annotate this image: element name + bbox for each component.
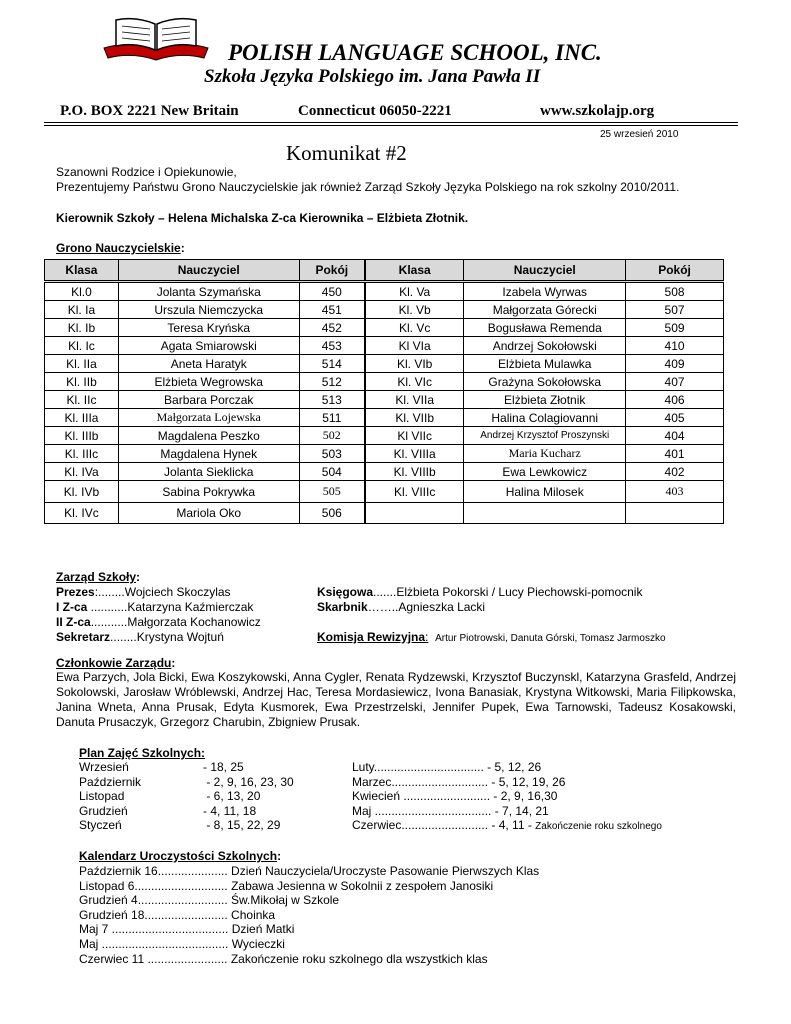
teacher-cell: Mariola Oko: [118, 503, 299, 524]
teacher-cell: Jolanta Szymańska: [118, 282, 299, 301]
page-title: Komunikat #2: [286, 141, 407, 165]
room-cell: 514: [299, 355, 365, 373]
list-item: Maj 7 ................................... Dzień Matki: [79, 922, 295, 937]
class-cell: Kl. Vb: [365, 301, 464, 319]
teacher-cell: Maria Kucharz: [464, 445, 626, 463]
room-cell: 405: [626, 409, 724, 427]
teacher-cell: Aneta Haratyk: [118, 355, 299, 373]
class-cell: Kl. VIIb: [365, 409, 464, 427]
class-cell: Kl. IIIb: [45, 427, 119, 445]
class-cell: Kl. IVb: [45, 481, 119, 503]
teacher-cell: Urszula Niemczycka: [118, 301, 299, 319]
teacher-cell: Halina Milosek: [464, 481, 626, 503]
table-row: [45, 373, 724, 391]
class-cell: Kl. IIa: [45, 355, 119, 373]
audit-committee: Komisja Rewizyjna: Artur Piotrowski, Danuta Górski, Tomasz Jarmoszko: [317, 630, 666, 644]
table-row: [45, 337, 724, 355]
list-item: Listopad 6............................ Zabawa Jesienna w Sokolnii z zespołem Janosiki: [79, 878, 494, 893]
teacher-cell: Agata Smiarowski: [118, 337, 299, 355]
schedule-row: Grudzień - 4, 11, 18: [79, 803, 257, 818]
schedule-right: [352, 760, 662, 835]
class-cell: [365, 503, 464, 524]
schedule-row: Listopad - 6, 13, 20: [79, 789, 261, 804]
board-member: I Z-ca ...........Katarzyna Kaźmierczak: [56, 600, 254, 614]
room-cell: 505: [299, 481, 365, 503]
table-row: [45, 391, 724, 409]
calendar-list: [79, 864, 539, 966]
greeting: Szanowni Rodzice i Opiekunowie,: [56, 165, 237, 179]
room-cell: 450: [299, 282, 365, 301]
teacher-cell: Teresa Kryńska: [118, 319, 299, 337]
class-cell: Kl. IIb: [45, 373, 119, 391]
room-cell: 403: [626, 481, 724, 503]
class-cell: Kl.0: [45, 282, 119, 301]
class-cell: Kl. VIb: [365, 355, 464, 373]
table-row: [45, 427, 724, 445]
class-cell: Kl. VIIa: [365, 391, 464, 409]
room-cell: 507: [626, 301, 724, 319]
teacher-cell: Małgorzata Lojewska: [118, 409, 299, 427]
teacher-cell: Grażyna Sokołowska: [464, 373, 626, 391]
list-item: Grudzień 18......................... Choinka: [79, 907, 276, 922]
teacher-cell: Andrzej Krzysztof Proszynski: [464, 427, 626, 445]
teacher-cell: Halina Colagiovanni: [464, 409, 626, 427]
column-header: Nauczyciel: [464, 260, 626, 282]
teacher-cell: Małgorzata Górecki: [464, 301, 626, 319]
room-cell: 410: [626, 337, 724, 355]
schedule-row: Czerwiec.......................... - 4, 11 - Zakończenie roku szkolnego: [352, 818, 662, 833]
room-cell: 503: [299, 445, 365, 463]
schedule-row: Wrzesień - 18, 25: [79, 760, 244, 774]
class-cell: Kl. IIIa: [45, 409, 119, 427]
teacher-cell: Jolanta Sieklicka: [118, 463, 299, 481]
teacher-cell: [464, 503, 626, 524]
table-row: [45, 409, 724, 427]
room-cell: [626, 503, 724, 524]
calendar-heading: Kalendarz Uroczystości Szkolnych:: [79, 849, 282, 863]
teacher-cell: Sabina Pokrywka: [118, 481, 299, 503]
schedule-row: Październik - 2, 9, 16, 23, 30: [79, 774, 294, 789]
class-cell: Kl. Vc: [365, 319, 464, 337]
table-row: [45, 503, 724, 524]
board-member: II Z-ca...........Małgorzata Kochanowicz: [56, 615, 261, 629]
room-cell: 512: [299, 373, 365, 391]
table-row: [45, 463, 724, 481]
teacher-cell: Barbara Porczak: [118, 391, 299, 409]
class-cell: Kl. Ib: [45, 319, 119, 337]
leadership: Kierownik Szkoły – Helena Michalska Z-ca Kierownika – Elżbieta Złotnik.: [56, 211, 469, 225]
class-cell: Kl. IIIc: [45, 445, 119, 463]
column-header: Pokój: [299, 260, 365, 282]
address: P.O. BOX 2221 New Britain: [60, 103, 239, 119]
members-list: Ewa Parzych, Jola Bicki, Ewa Koszykowski, Anna Cygler, Renata Rydzewski, Krzysztof Buczynskl, Katarzyna Grasfeld, Andrzej Sokolowski, Jarosław Wróblewski, Andrzej Hac, Teresa Mordasiewicz, Ivona Banasiak, Krystyna Witkowski, Maria Filipkowska, Janina Wneta, Anna Prusak, Edyta Kusmorek, Ewa Przestrzelski, Jennifer Pupek, Ewa Tarnowski, Tadeusz Kosakowski, Danuta Prusaczyk, Grzegorz Charubin, Zbigniew Prusak.: [56, 670, 736, 729]
list-item: Październik 16..................... Dzień Nauczyciela/Uroczyste Pasowanie Pierwszych Klas: [79, 864, 540, 878]
intro-line: Prezentujemy Państwu Grono Nauczycielskie jak również Zarząd Szkoły Języka Polskiego na rok szkolny 2010/2011.: [56, 180, 680, 194]
schedule-row: Kwiecień .......................... - 2, 9, 16,30: [352, 789, 558, 804]
teacher-cell: Elżbieta Mulawka: [464, 355, 626, 373]
schedule-row: Marzec............................. - 5, 12, 19, 26: [352, 774, 566, 789]
schedule-row: Luty................................. - 5, 12, 26: [352, 760, 542, 774]
room-cell: 504: [299, 463, 365, 481]
schedule-left: [79, 760, 294, 833]
room-cell: 409: [626, 355, 724, 373]
column-header: Pokój: [626, 260, 724, 282]
board-member: Skarbnik……..Agnieszka Lacki: [317, 600, 486, 614]
room-cell: 509: [626, 319, 724, 337]
column-header: Klasa: [365, 260, 464, 282]
room-cell: 451: [299, 301, 365, 319]
class-cell: Kl. Ic: [45, 337, 119, 355]
table-row: [45, 445, 724, 463]
teacher-cell: Magdalena Hynek: [118, 445, 299, 463]
room-cell: 513: [299, 391, 365, 409]
room-cell: 502: [299, 427, 365, 445]
class-cell: Kl VIIc: [365, 427, 464, 445]
state-zip: Connecticut 06050-2221: [298, 103, 452, 119]
table-row: [45, 282, 724, 301]
table-row: [45, 481, 724, 503]
table-row: [45, 319, 724, 337]
issue-date: 25 wrzesień 2010: [600, 129, 679, 140]
table-row: [45, 301, 724, 319]
column-header: Nauczyciel: [118, 260, 299, 282]
room-cell: 452: [299, 319, 365, 337]
class-cell: Kl. VIIIc: [365, 481, 464, 503]
room-cell: 453: [299, 337, 365, 355]
class-cell: Kl. Va: [365, 282, 464, 301]
board-member: Sekretarz........Krystyna Wojtuń: [56, 630, 224, 644]
school-subtitle: Szkoła Języka Polskiego im. Jana Pawła II: [204, 66, 541, 87]
room-cell: 506: [299, 503, 365, 524]
teacher-cell: Bogusława Remenda: [464, 319, 626, 337]
teacher-cell: Ewa Lewkowicz: [464, 463, 626, 481]
table-row: [45, 355, 724, 373]
schedule-heading: Plan Zajęć Szkolnych:: [79, 746, 206, 760]
room-cell: 404: [626, 427, 724, 445]
class-cell: Kl VIa: [365, 337, 464, 355]
list-item: Grudzień 4........................... Św.Mikołaj w Szkole: [79, 893, 340, 908]
teacher-cell: Magdalena Peszko: [118, 427, 299, 445]
teacher-cell: Elżbieta Złotnik: [464, 391, 626, 409]
column-header: Klasa: [45, 260, 119, 282]
room-cell: 511: [299, 409, 365, 427]
staff-table: [44, 259, 724, 524]
open-book-icon: [100, 14, 212, 62]
staff-heading: Grono Nauczycielskie:: [56, 241, 185, 255]
board-member: Księgowa.......Elżbieta Pokorski / Lucy Piechowski-pomocnik: [317, 585, 643, 599]
class-cell: Kl. IVc: [45, 503, 119, 524]
board-heading: Zarząd Szkoły:: [56, 570, 141, 584]
class-cell: Kl. VIIIa: [365, 445, 464, 463]
school-name: POLISH LANGUAGE SCHOOL, INC.: [228, 40, 602, 65]
room-cell: 401: [626, 445, 724, 463]
list-item: Czerwiec 11 ........................ Zakończenie roku szkolnego dla wszystkich klas: [79, 951, 488, 966]
class-cell: Kl. VIc: [365, 373, 464, 391]
room-cell: 402: [626, 463, 724, 481]
teacher-cell: Izabela Wyrwas: [464, 282, 626, 301]
teacher-cell: Elżbieta Wegrowska: [118, 373, 299, 391]
table-header-row: [45, 260, 724, 282]
board-member: Prezes:........Wojciech Skoczylas: [56, 585, 231, 599]
schedule-row: Styczeń - 8, 15, 22, 29: [79, 818, 281, 833]
class-cell: Kl. VIIIb: [365, 463, 464, 481]
class-cell: Kl. IIc: [45, 391, 119, 409]
website-link[interactable]: www.szkolajp.org: [540, 103, 655, 119]
class-cell: Kl. Ia: [45, 301, 119, 319]
schedule-row: Maj ................................... - 7, 14, 21: [352, 803, 549, 818]
teacher-cell: Andrzej Sokołowski: [464, 337, 626, 355]
list-item: Maj ...................................... Wycieczki: [79, 936, 285, 951]
room-cell: 508: [626, 282, 724, 301]
class-cell: Kl. IVa: [45, 463, 119, 481]
address-bar: [44, 100, 738, 126]
members-heading: Członkowie Zarządu:: [56, 656, 176, 670]
room-cell: 406: [626, 391, 724, 409]
room-cell: 407: [626, 373, 724, 391]
